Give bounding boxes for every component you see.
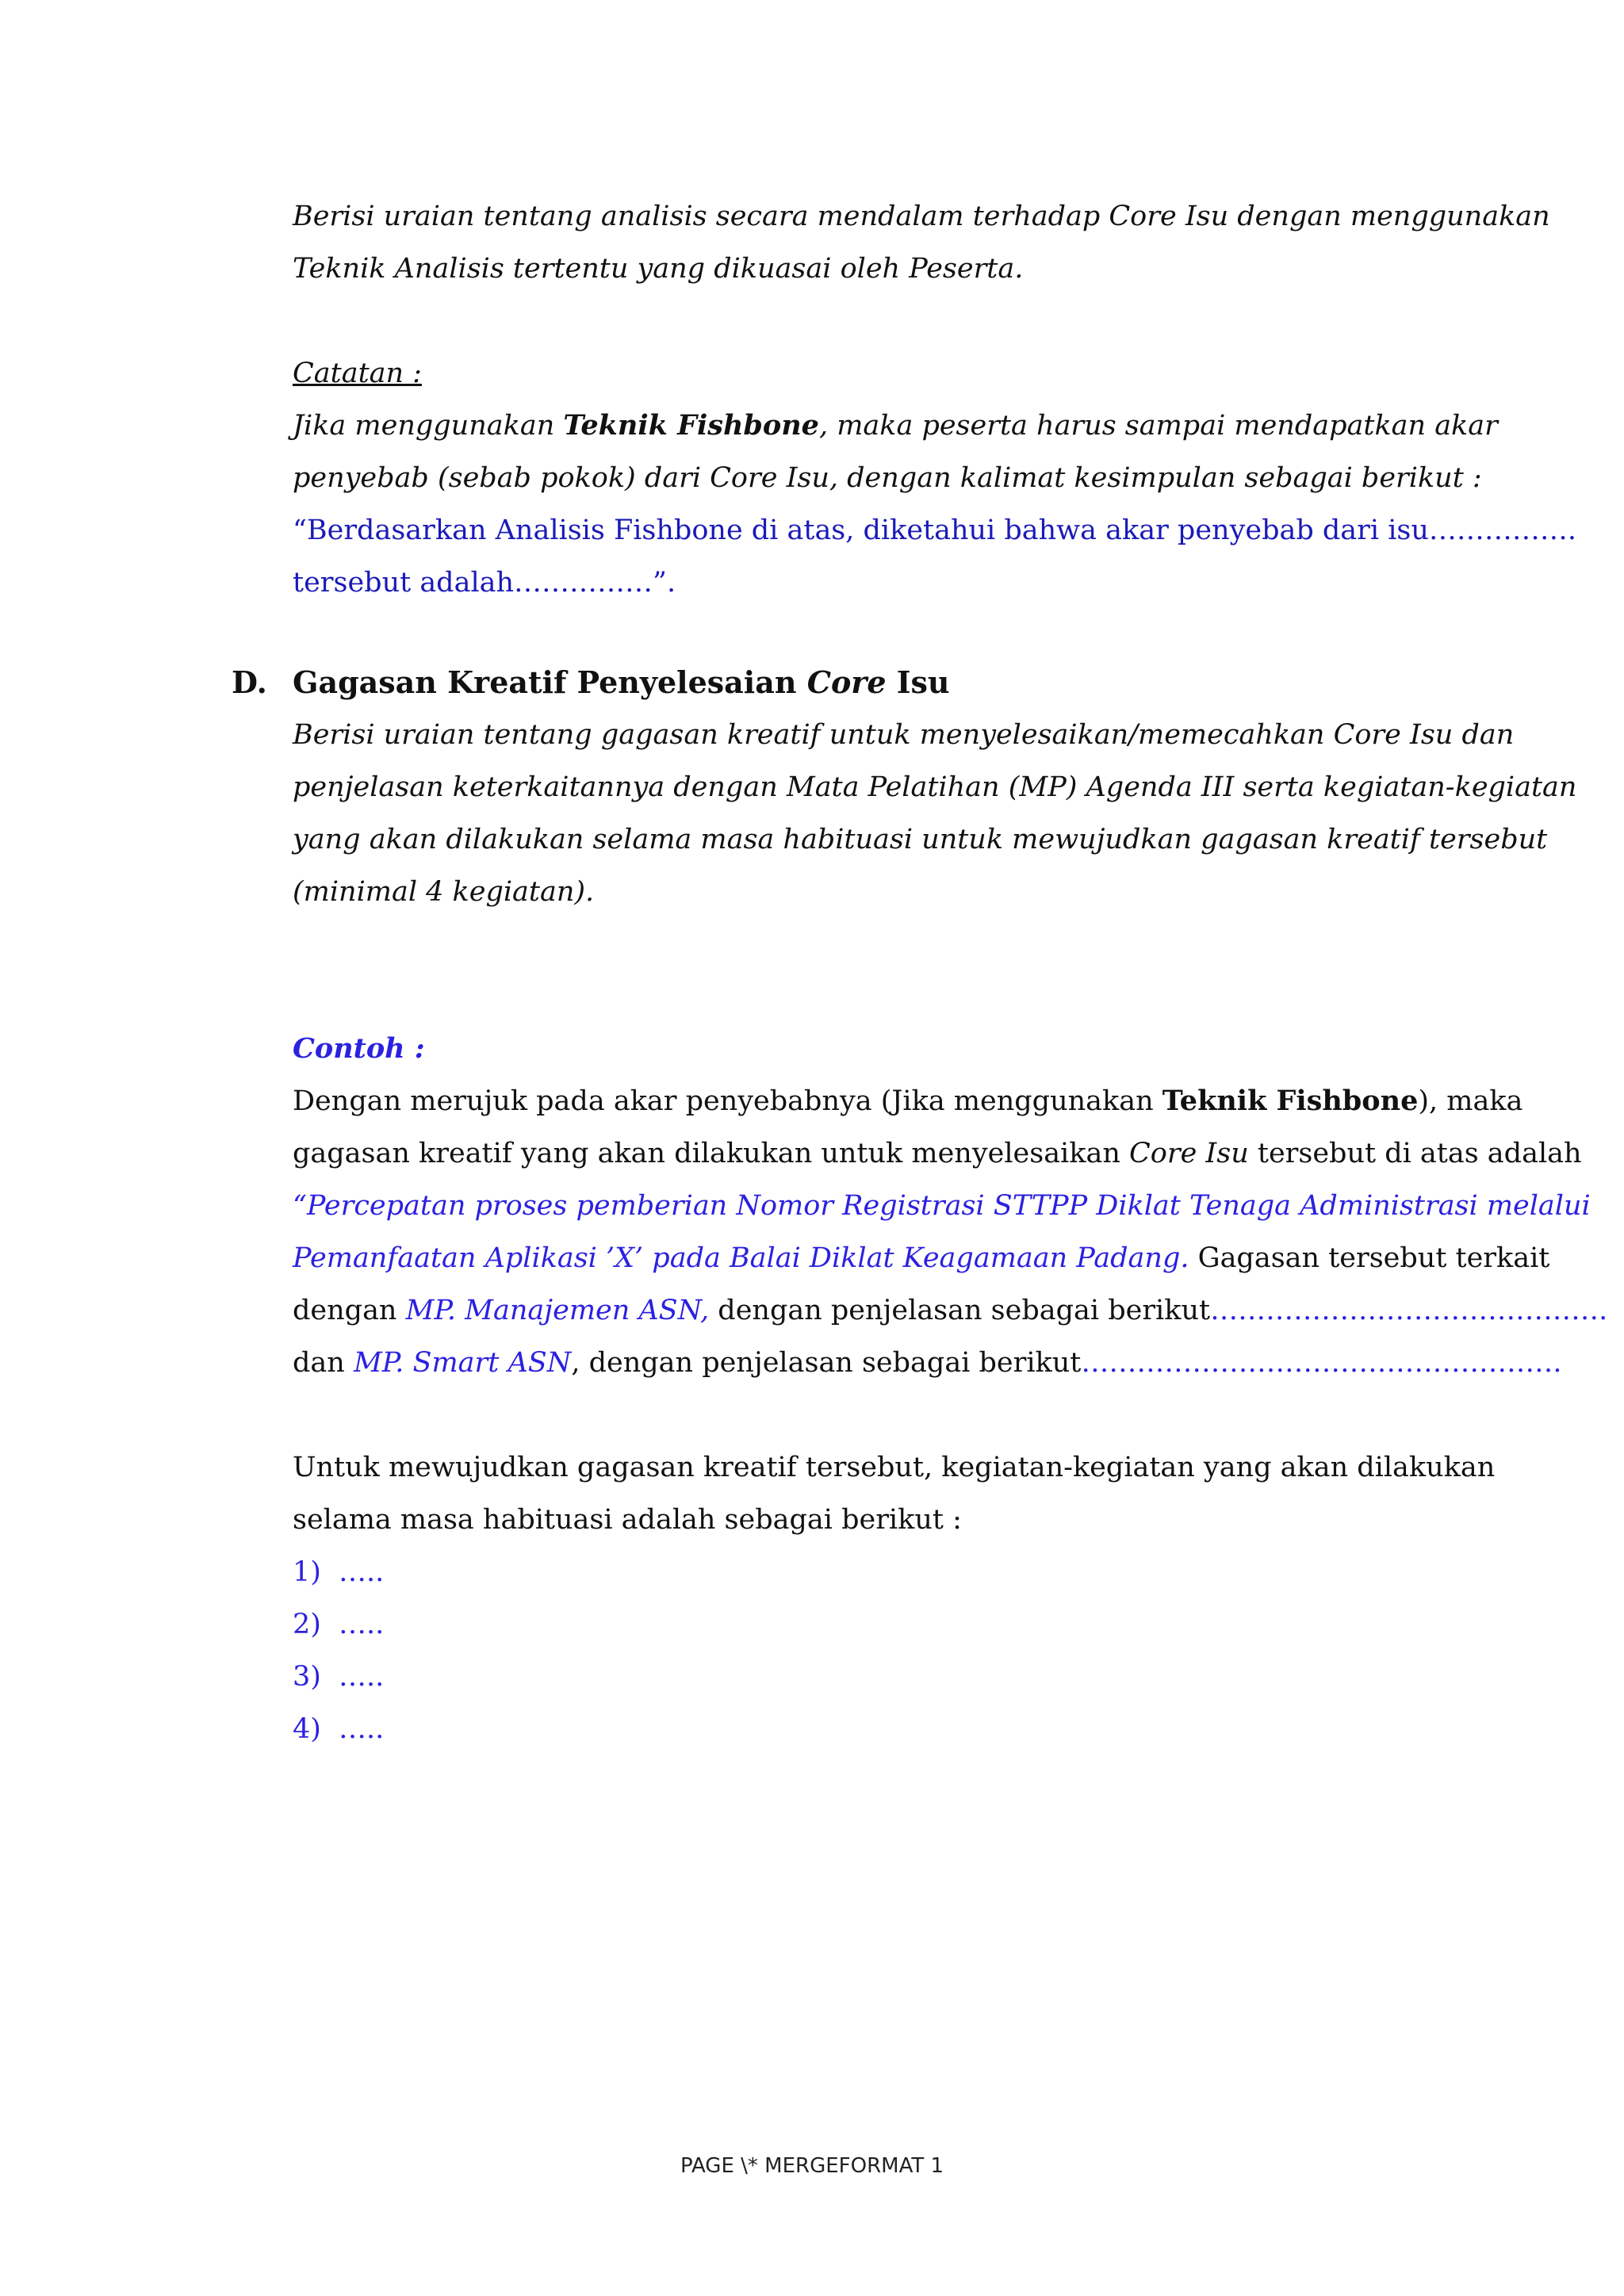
activity-number: 2) [293,1609,321,1640]
conclusion-template-line: tersebut adalah……………”. [293,567,676,599]
section-description-line: (minimal 4 kegiatan). [293,876,595,908]
example-text: gagasan kreatif yang akan dilakukan untuk menyelesaikan [293,1138,1129,1169]
section-title-text: Gagasan Kreatif Penyelesaian [293,664,807,700]
section-title-text: Isu [886,664,950,700]
activity-list-item [293,1651,1434,1703]
example-line [293,1232,1550,1284]
example-italic-text: Core Isu [1129,1138,1249,1169]
activity-text: ….. [339,1609,385,1640]
example-line [293,1337,1562,1389]
activity-list-item [293,1703,1434,1755]
catatan-bold-text: Teknik Fishbone [563,409,819,442]
example-line [293,1284,1608,1337]
section-description-line: yang akan dilakukan selama masa habituasi untuk mewujudkan gagasan kreatif tersebut [293,824,1548,855]
example-text: dengan penjelasan sebagai berikut [709,1295,1211,1326]
example-text: Gagasan tersebut terkait [1189,1242,1550,1274]
example-text: Dengan merujuk pada akar penyebabnya (Jika menggunakan [293,1085,1162,1117]
activity-number: 4) [293,1713,321,1745]
conclusion-template-line: “Berdasarkan Analisis Fishbone di atas, diketahui bahwa akar penyebab dari isu……………. [293,515,1577,546]
page-footer: PAGE \* MERGEFORMAT 1 [680,2154,944,2178]
section-description-line: Berisi uraian tentang gagasan kreatif untuk menyelesaikan/memecahkan Core Isu dan [293,719,1515,751]
activity-list-item [293,1546,1434,1598]
activity-text: ….. [339,1713,385,1745]
activity-number: 1) [293,1556,321,1588]
intro-paragraph-line: Teknik Analisis tertentu yang dikuasai oleh Peserta. [293,253,1024,285]
section-title-italic: Core [806,664,887,700]
catatan-line [293,400,1498,452]
example-text: , dengan penjelasan sebagai berikut [571,1347,1082,1379]
activities-intro-line: selama masa habituasi adalah sebagai berikut : [293,1504,962,1536]
activity-list-item [293,1598,1434,1651]
section-heading [232,656,1421,709]
activity-text: ….. [339,1661,385,1693]
catatan-label [293,347,1434,400]
activity-number: 3) [293,1661,321,1693]
placeholder-dots: ……………………………………. [1210,1295,1608,1326]
example-text: dengan [293,1295,406,1326]
example-idea-text: Pemanfaatan Aplikasi ’X’ pada Balai Diklat Keagamaan Padang. [293,1242,1189,1274]
catatan-label-text: Catatan : [293,358,422,389]
activities-intro-line: Untuk mewujudkan gagasan kreatif tersebut, kegiatan-kegiatan yang akan dilakukan [293,1452,1496,1483]
activity-text: ….. [339,1556,385,1588]
example-line [293,1127,1582,1180]
example-text: dan [293,1347,354,1379]
section-description-line: penjelasan keterkaitannya dengan Mata Pelatihan (MP) Agenda III serta kegiatan-kegiatan [293,771,1577,803]
example-text: tersebut di atas adalah [1248,1138,1582,1169]
catatan-text: , maka peserta harus sampai mendapatkan akar [818,410,1498,442]
example-bold-text: Teknik Fishbone [1162,1085,1419,1117]
example-idea-line: “Percepatan proses pemberian Nomor Registrasi STTPP Diklat Tenaga Administrasi melalui [293,1190,1591,1222]
catatan-text: Jika menggunakan [293,410,564,442]
section-letter: D. [232,664,267,700]
mp-reference: MP. Manajemen ASN, [405,1295,710,1326]
catatan-line: penyebab (sebab pokok) dari Core Isu, dengan kalimat kesimpulan sebagai berikut : [293,462,1482,494]
intro-paragraph-line: Berisi uraian tentang analisis secara mendalam terhadap Core Isu dengan menggunakan [293,201,1550,232]
mp-reference: MP. Smart ASN [353,1347,572,1379]
example-text: ), maka [1418,1085,1523,1117]
example-line [293,1075,1523,1127]
placeholder-dots: ……………………………………………. [1081,1347,1562,1379]
contoh-label: Contoh : [293,1032,425,1065]
